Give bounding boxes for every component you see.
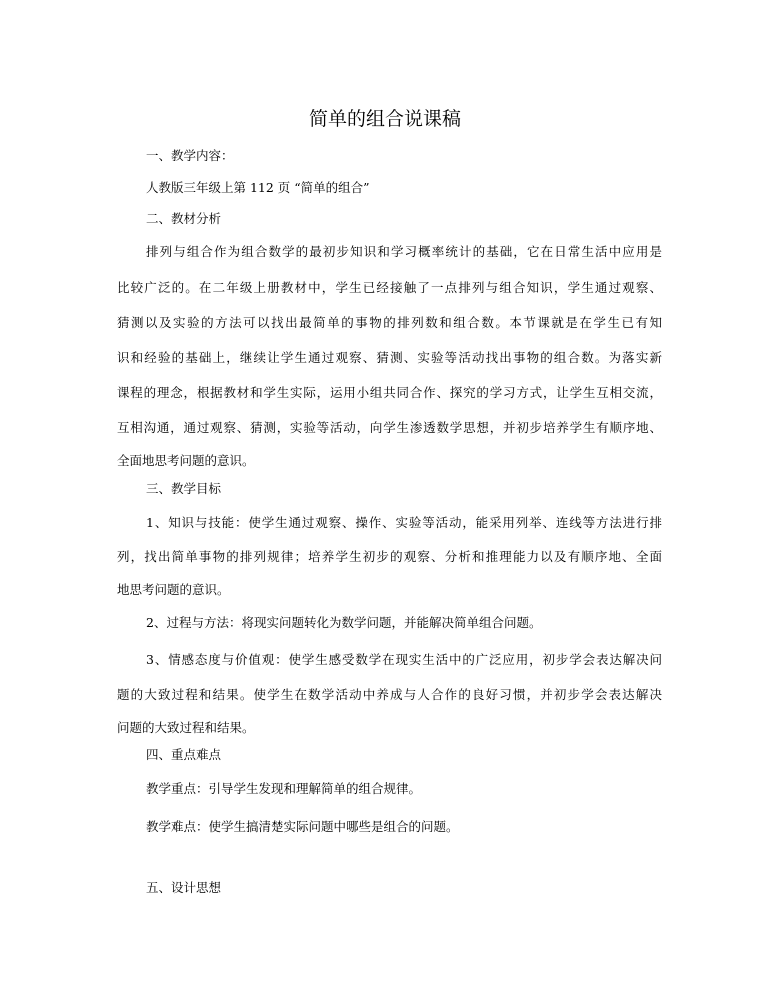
text-line: 问题的大致过程和结果。 bbox=[117, 720, 255, 735]
section-heading-design: 五、设计思想 bbox=[146, 880, 222, 895]
text-line: 人教版三年级上第 112 页 “简单的组合” bbox=[146, 180, 370, 195]
text-line: 课程的理念，根据教材和学生实际，运用小组共同合作、探究的学习方式，让学生互相交流， bbox=[117, 385, 662, 400]
section-heading-content: 一、教学内容： bbox=[146, 148, 234, 163]
text-line: 教学难点：使学生搞清楚实际问题中哪些是组合的问题。 bbox=[146, 819, 459, 834]
text-line: 地思考问题的意识。 bbox=[117, 582, 230, 597]
text-line: 3、情感态度与价值观：使学生感受数学在现实生活中的广泛应用，初步学会表达解决问 bbox=[146, 652, 662, 667]
text-line: 排列与组合作为组合数学的最初步知识和学习概率统计的基础，它在日常生活中应用是 bbox=[146, 244, 662, 259]
text-line: 猜测以及实验的方法可以找出最简单的事物的排列数和组合数。本节课就是在学生已有知 bbox=[117, 315, 662, 330]
section-heading-objectives: 三、教学目标 bbox=[146, 481, 222, 496]
document-title: 简单的组合说课稿 bbox=[308, 108, 461, 130]
text-line: 列，找出简单事物的排列规律；培养学生初步的观察、分析和推理能力以及有顺序地、全面 bbox=[117, 549, 662, 564]
section-heading-analysis: 二、教材分析 bbox=[146, 211, 222, 226]
text-line: 全面地思考问题的意识。 bbox=[117, 453, 255, 468]
text-line: 互相沟通，通过观察、猜测，实验等活动，向学生渗透数学思想，并初步培养学生有顺序地、 bbox=[117, 420, 662, 435]
text-line: 教学重点：引导学生发现和理解简单的组合规律。 bbox=[146, 781, 422, 796]
text-line: 1、知识与技能：使学生通过观察、操作、实验等活动，能采用列举、连线等方法进行排 bbox=[146, 515, 662, 530]
text-line: 题的大致过程和结果。使学生在数学活动中养成与人合作的良好习惯，并初步学会表达解决 bbox=[117, 687, 662, 702]
section-heading-key-points: 四、重点难点 bbox=[146, 747, 222, 762]
text-line: 比较广泛的。在二年级上册教材中，学生已经接触了一点排列与组合知识，学生通过观察、 bbox=[117, 280, 662, 295]
text-line: 2、过程与方法：将现实问题转化为数学问题，并能解决简单组合问题。 bbox=[146, 615, 542, 630]
text-line: 识和经验的基础上，继续让学生通过观察、猜测、实验等活动找出事物的组合数。为落实新 bbox=[117, 350, 662, 365]
